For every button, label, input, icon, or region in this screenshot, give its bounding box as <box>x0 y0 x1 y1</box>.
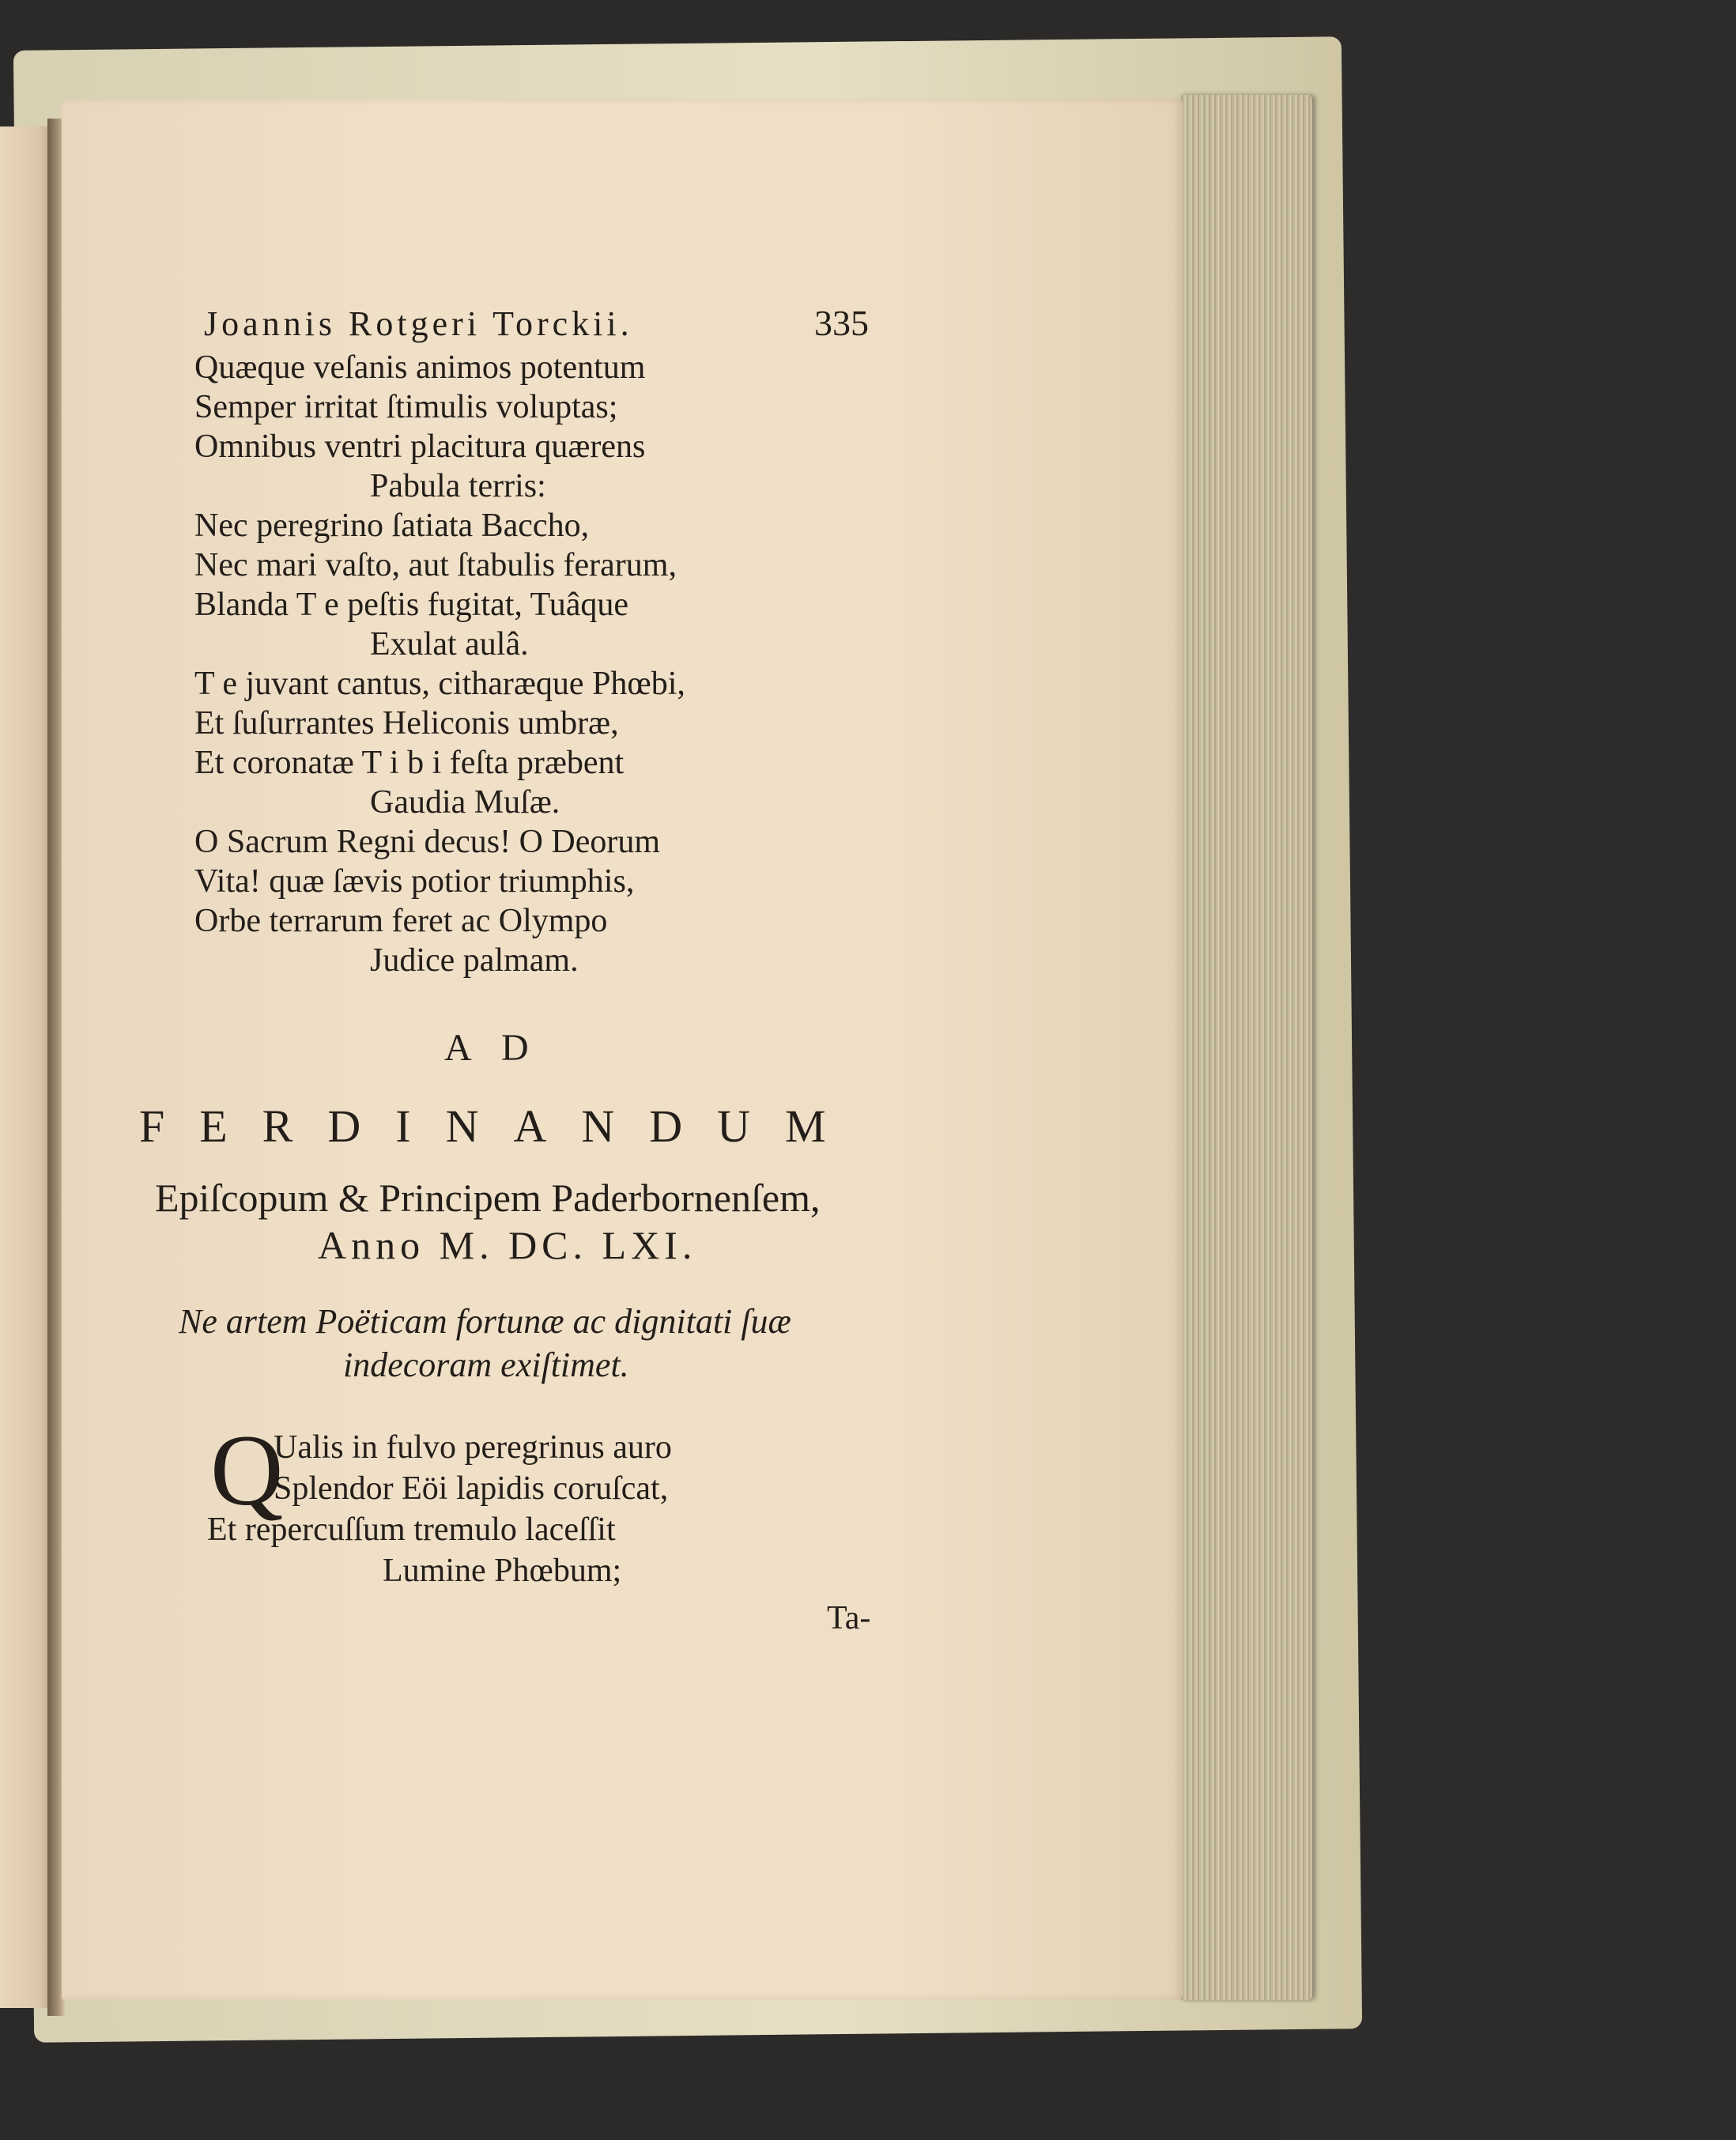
verse-line: Blanda T e peſtis fugitat, Tuâque <box>194 587 629 623</box>
verse-line: Exulat aulâ. <box>370 626 529 662</box>
running-title: Joannis Rotgeri Torckii. <box>204 304 633 343</box>
heading-year: Anno M. DC. LXI. <box>318 1223 697 1267</box>
heading-ad: A D <box>444 1027 540 1069</box>
heading-name: FERDINANDUM <box>139 1100 861 1152</box>
verse-line: T e juvant cantus, citharæque Phœbi, <box>194 666 685 702</box>
verse-line: Nec peregrino ſatiata Baccho, <box>194 508 590 544</box>
verse-line: Splendor Eöi lapidis coruſcat, <box>274 1470 669 1507</box>
verse-line: Pabula terris: <box>370 468 546 504</box>
motto-line-1: Ne artem Poëticam fortunæ ac dignitati ſuæ <box>179 1302 791 1341</box>
drop-cap: Q <box>210 1414 284 1527</box>
verse-line: Ualis in fulvo peregrinus auro <box>274 1429 672 1466</box>
verse-line: Et coronatæ T i b i feſta præbent <box>194 745 625 781</box>
verse-line: Et repercuſſum tremulo laceſſit <box>207 1512 616 1548</box>
page-number: 335 <box>814 303 869 343</box>
verse-line: Semper irritat ſtimulis voluptas; <box>194 389 618 425</box>
verse-line: Et ſuſurrantes Heliconis umbræ, <box>194 705 619 742</box>
verse-line: Lumine Phœbum; <box>383 1553 622 1589</box>
page-edges <box>1178 95 1312 2000</box>
verse-line: Judice palmam. <box>370 942 579 979</box>
verse-line: O Sacrum Regni decus! O Deorum <box>194 824 661 860</box>
catchword: Ta- <box>827 1600 871 1636</box>
verse-line: Gaudia Muſæ. <box>370 784 560 821</box>
verse-line: Quæque veſanis animos potentum <box>194 349 646 386</box>
motto-line-2: indecoram exiſtimet. <box>343 1346 629 1384</box>
verse-line: Omnibus ventri placitura quærens <box>194 428 646 465</box>
heading-title: Epiſcopum & Principem Paderbornenſem, <box>155 1176 821 1220</box>
verse-line: Nec mari vaſto, aut ſtabulis ferarum, <box>194 547 677 583</box>
verse-line: Orbe terrarum feret ac Olympo <box>194 903 608 939</box>
verse-line: Vita! quæ ſævis potior triumphis, <box>194 863 635 900</box>
